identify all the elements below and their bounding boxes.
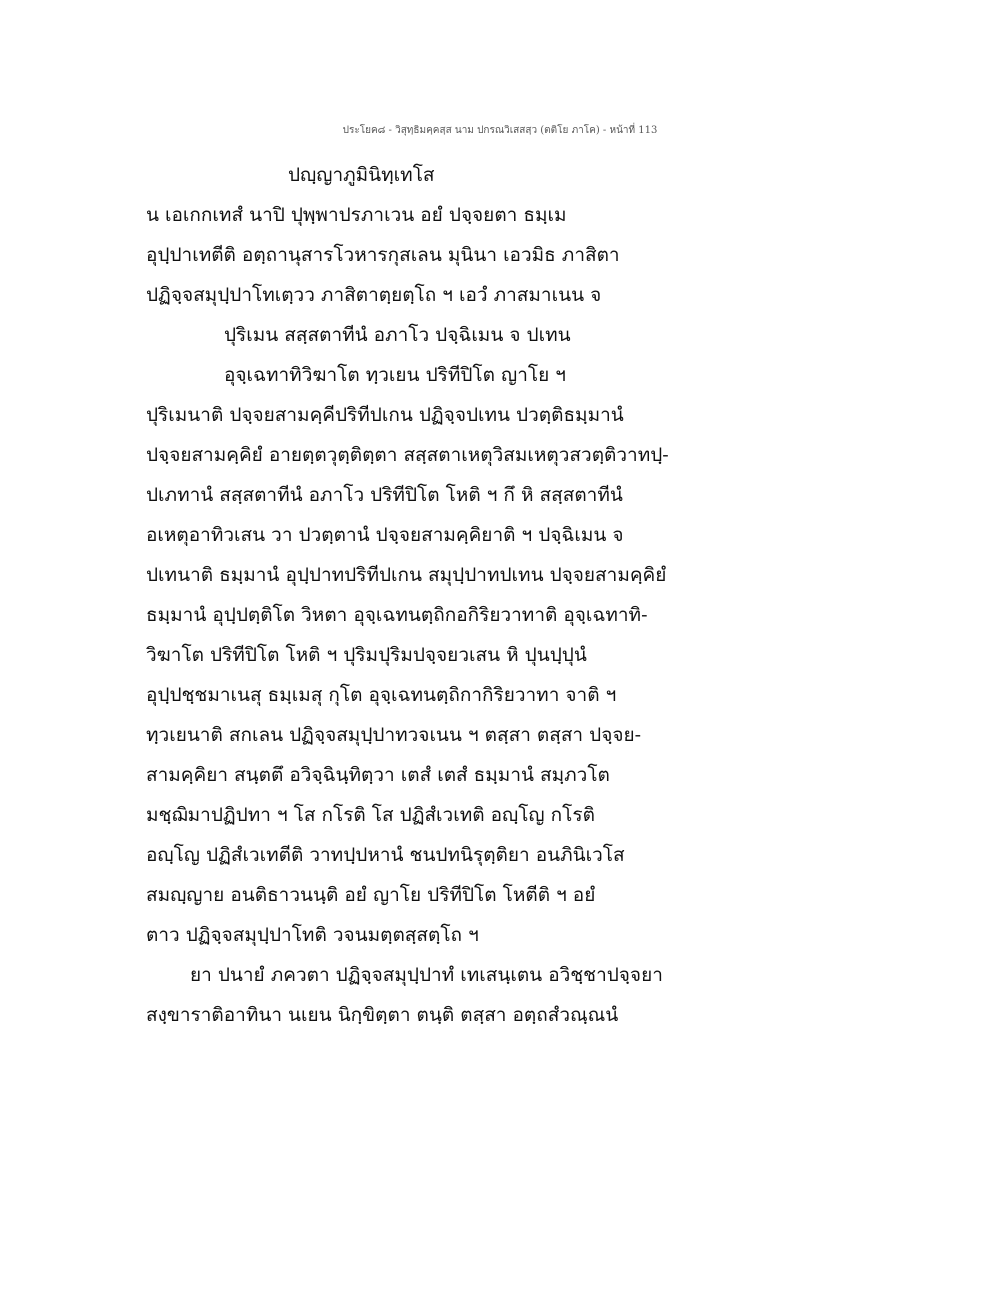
section-title: ปญฺญาภูมินิทฺเทโส — [288, 164, 435, 186]
text-line: ปุริเมนาติ ปจฺจยสามคฺคีปริทีปเกน ปฏิจฺจปเทน ปวตฺติธมฺมานํ — [146, 404, 624, 426]
text-line: อุปฺปาเทตีติ อตฺถานุสารโวหารกุสเลน มุนินา เอวมิธ ภาสิตา — [146, 244, 620, 266]
page-header: ประโยค๘ - วิสุทฺธิมคฺคสฺส นาม ปกรณวิเสสสฺว (ตติโย ภาโค) - หน้าที่ 113 — [342, 125, 658, 136]
text-line: ตาว ปฏิจฺจสมุปฺปาโทติ วจนมตฺตสฺสตฺโถ ฯ — [146, 924, 479, 946]
verse-line: ปุริเมน สสฺสตาทีนํ อภาโว ปจฺฉิเมน จ ปเทน — [224, 324, 571, 346]
text-line: อุปฺปชฺชมาเนสุ ธมฺเมสุ กุโต อุจฺเฉทนตฺถิกากิริยวาทา จาติ ฯ — [146, 684, 617, 706]
text-line: ปเภทานํ สสฺสตาทีนํ อภาโว ปริทีปิโต โหติ ฯ กึ หิ สสฺสตาทีนํ — [146, 484, 623, 506]
text-line: ปเทนาติ ธมฺมานํ อุปฺปาทปริทีปเกน สมุปฺปาทปเทน ปจฺจยสามคฺคิยํ — [146, 564, 667, 586]
verse-line: อุจฺเฉทาทิวิฆาโต ทฺวเยน ปริทีปิโต ญาโย ฯ — [224, 364, 566, 386]
paragraph-start-line: ยา ปนายํ ภควตา ปฏิจฺจสมุปฺปาทํ เทเสนฺเตน อวิชฺชาปจฺจยา — [190, 964, 663, 986]
text-line: ปฏิจฺจสมุปฺปาโทเตฺวว ภาสิตาตฺยตฺโถ ฯ เอวํ ภาสมาเนน จ — [146, 284, 602, 306]
text-line: มชฺฌิมาปฏิปทา ฯ โส กโรติ โส ปฏิสํเวเทติ อญฺโญ กโรติ — [146, 804, 595, 826]
text-line: อเหตุอาทิวเสน วา ปวตฺตานํ ปจฺจยสามคฺคิยาติ ฯ ปจฺฉิเมน จ — [146, 524, 624, 546]
text-line: น เอเกกเทสํ นาปิ ปุพฺพาปรภาเวน อยํ ปจฺจยตา ธมฺเม — [146, 204, 567, 226]
text-line: วิฆาโต ปริทีปิโต โหติ ฯ ปุริมปุริมปจฺจยวเสน หิ ปุนปฺปุนํ — [146, 644, 587, 666]
text-line: ทฺวเยนาติ สกเลน ปฏิจฺจสมุปฺปาทวจเนน ฯ ตสฺสา ตสฺสา ปจฺจย- — [146, 724, 642, 746]
text-line: สงฺขาราติอาทินา นเยน นิกฺขิตฺตา ตนฺติ ตสฺสา อตฺถสํวณฺณนํ — [146, 1004, 619, 1026]
text-line: สมญฺญาย อนติธาวนนฺติ อยํ ญาโย ปริทีปิโต โหตีติ ฯ อยํ — [146, 884, 596, 906]
text-line: ธมฺมานํ อุปฺปตฺติโต วิหตา อุจฺเฉทนตฺถิกอกิริยวาทาติ อุจฺเฉทาทิ- — [146, 604, 648, 626]
text-line: สามคฺคิยา สนฺตตึ อวิจฺฉินฺทิตฺวา เตสํ เตสํ ธมฺมานํ สมฺภวโต — [146, 764, 610, 786]
text-line: ปจฺจยสามคฺคิยํ อายตฺตวุตฺติตฺตา สสฺสตาเหตุวิสมเหตุวสวตฺติวาทปฺ- — [146, 444, 669, 466]
text-line: อญฺโญ ปฏิสํเวเทตีติ วาทปฺปหานํ ชนปทนิรุตฺติยา อนภินิเวโส — [146, 844, 625, 866]
